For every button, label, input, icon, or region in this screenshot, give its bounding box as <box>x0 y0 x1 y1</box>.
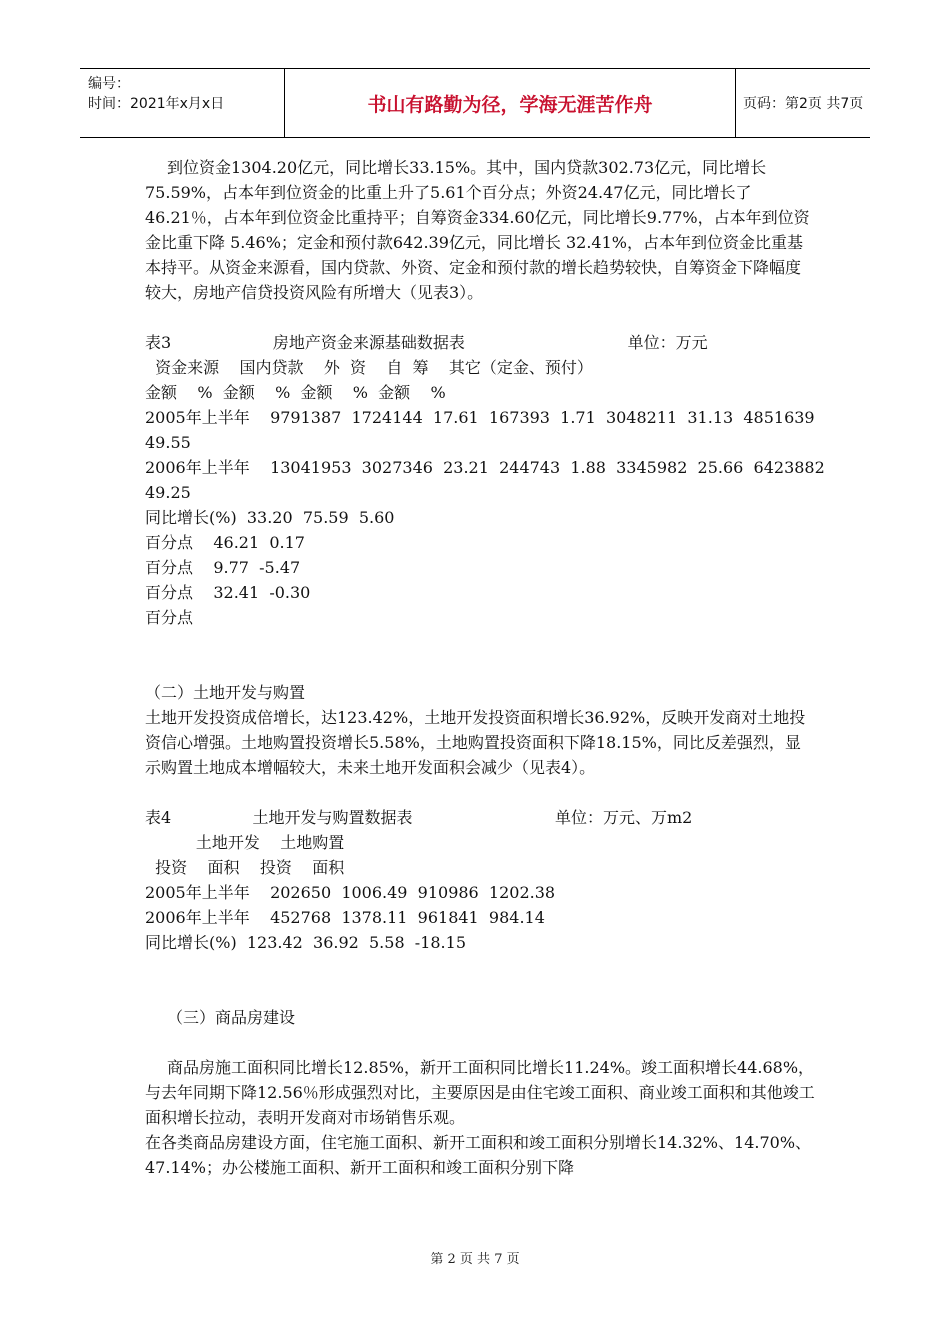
table4 <box>145 805 815 955</box>
page-info: 页码：第2页 共7页 <box>743 96 864 112</box>
land-paragraph: 土地开发投资成倍增长，达123.42%，土地开发投资面积增长36.92%，反映开发商对土地投资信心增强。土地购置投资增长5.58%，土地购置投资面积下降18.15%，同比反差强烈，显示购置土地成本增幅较大，未来土地开发面积会减少（见表4）。 <box>145 708 806 777</box>
table-row: 百分点 46.21 0.17 <box>145 533 305 552</box>
number-label: 编号： <box>88 76 130 92</box>
table4-title: 表4 土地开发与购置数据表 单位：万元、万m2 <box>145 808 693 827</box>
table3-header-2: 金额 % 金额 % 金额 % 金额 % <box>145 383 446 402</box>
table-row: 同比增长(%) 123.42 36.92 5.58 -18.15 <box>145 933 467 952</box>
table-row: 49.25 <box>145 483 191 502</box>
table-row: 2006年上半年 13041953 3027346 23.21 244743 1.88 3345982 25.66 6423882 <box>145 458 825 477</box>
date-label: 时间：2021年x月x日 <box>88 96 225 112</box>
table-row: 百分点 9.77 -5.47 <box>145 558 301 577</box>
document-body <box>145 155 825 1180</box>
table3-header-1: 资金来源 国内贷款 外 资 自 筹 其它（定金、预付） <box>145 358 593 377</box>
section2-heading: （二）土地开发与购置 <box>145 683 306 702</box>
motto: 书山有路勤为径，学海无涯苦作舟 <box>284 69 736 137</box>
page-footer: 第 2 页 共 7 页 <box>430 1252 520 1267</box>
housing-paragraph-1: 商品房施工面积同比增长12.85%，新开工面积同比增长11.24%。竣工面积增长44.68%，与去年同期下降12.56％形成强烈对比，主要原因是由住宅竣工面积、商业竣工面积和其他竣工面积增长拉动，表明开发商对市场销售乐观。 <box>145 1058 815 1127</box>
table-row: 百分点 <box>145 608 194 627</box>
table3 <box>145 330 825 630</box>
table4-header-1: 土地开发 土地购置 <box>145 833 345 852</box>
table-row: 同比增长(%) 33.20 75.59 5.60 <box>145 508 395 527</box>
funding-paragraph: 到位资金1304.20亿元，同比增长33.15%。其中，国内贷款302.73亿元，同比增长75.59%，占本年到位资金的比重上升了5.61个百分点；外资24.47亿元，同比增长了46.21％，占本年到位资金比重持平；自筹资金334.60亿元，同比增长9.77%，占本年到位资金比重下降 5.46%；定金和预付款642.39亿元，同比增长 32.41%，占本年到位资金比重基本持平。从资金来源看，国内贷款、外资、定金和预付款的增长趋势较快，自筹资金下降幅度较大，房地产信贷投资风险有所增大（见表3）。 <box>145 158 810 302</box>
table-row: 2006年上半年 452768 1378.11 961841 984.14 <box>145 908 545 927</box>
table-row: 2005年上半年 9791387 1724144 17.61 167393 1.71 3048211 31.13 4851639 <box>145 408 815 427</box>
header-meta <box>80 69 284 137</box>
section3-heading: （三）商品房建设 <box>167 1008 296 1027</box>
table3-title: 表3 房地产资金来源基础数据表 单位：万元 <box>145 333 708 352</box>
table4-header-2: 投资 面积 投资 面积 <box>145 858 345 877</box>
table-row: 49.55 <box>145 433 191 452</box>
page-header <box>80 68 870 138</box>
housing-paragraph-2: 在各类商品房建设方面，住宅施工面积、新开工面积和竣工面积分别增长14.32%、14.70%、47.14%；办公楼施工面积、新开工面积和竣工面积分别下降 <box>145 1133 812 1177</box>
table-row: 2005年上半年 202650 1006.49 910986 1202.38 <box>145 883 556 902</box>
table-row: 百分点 32.41 -0.30 <box>145 583 311 602</box>
